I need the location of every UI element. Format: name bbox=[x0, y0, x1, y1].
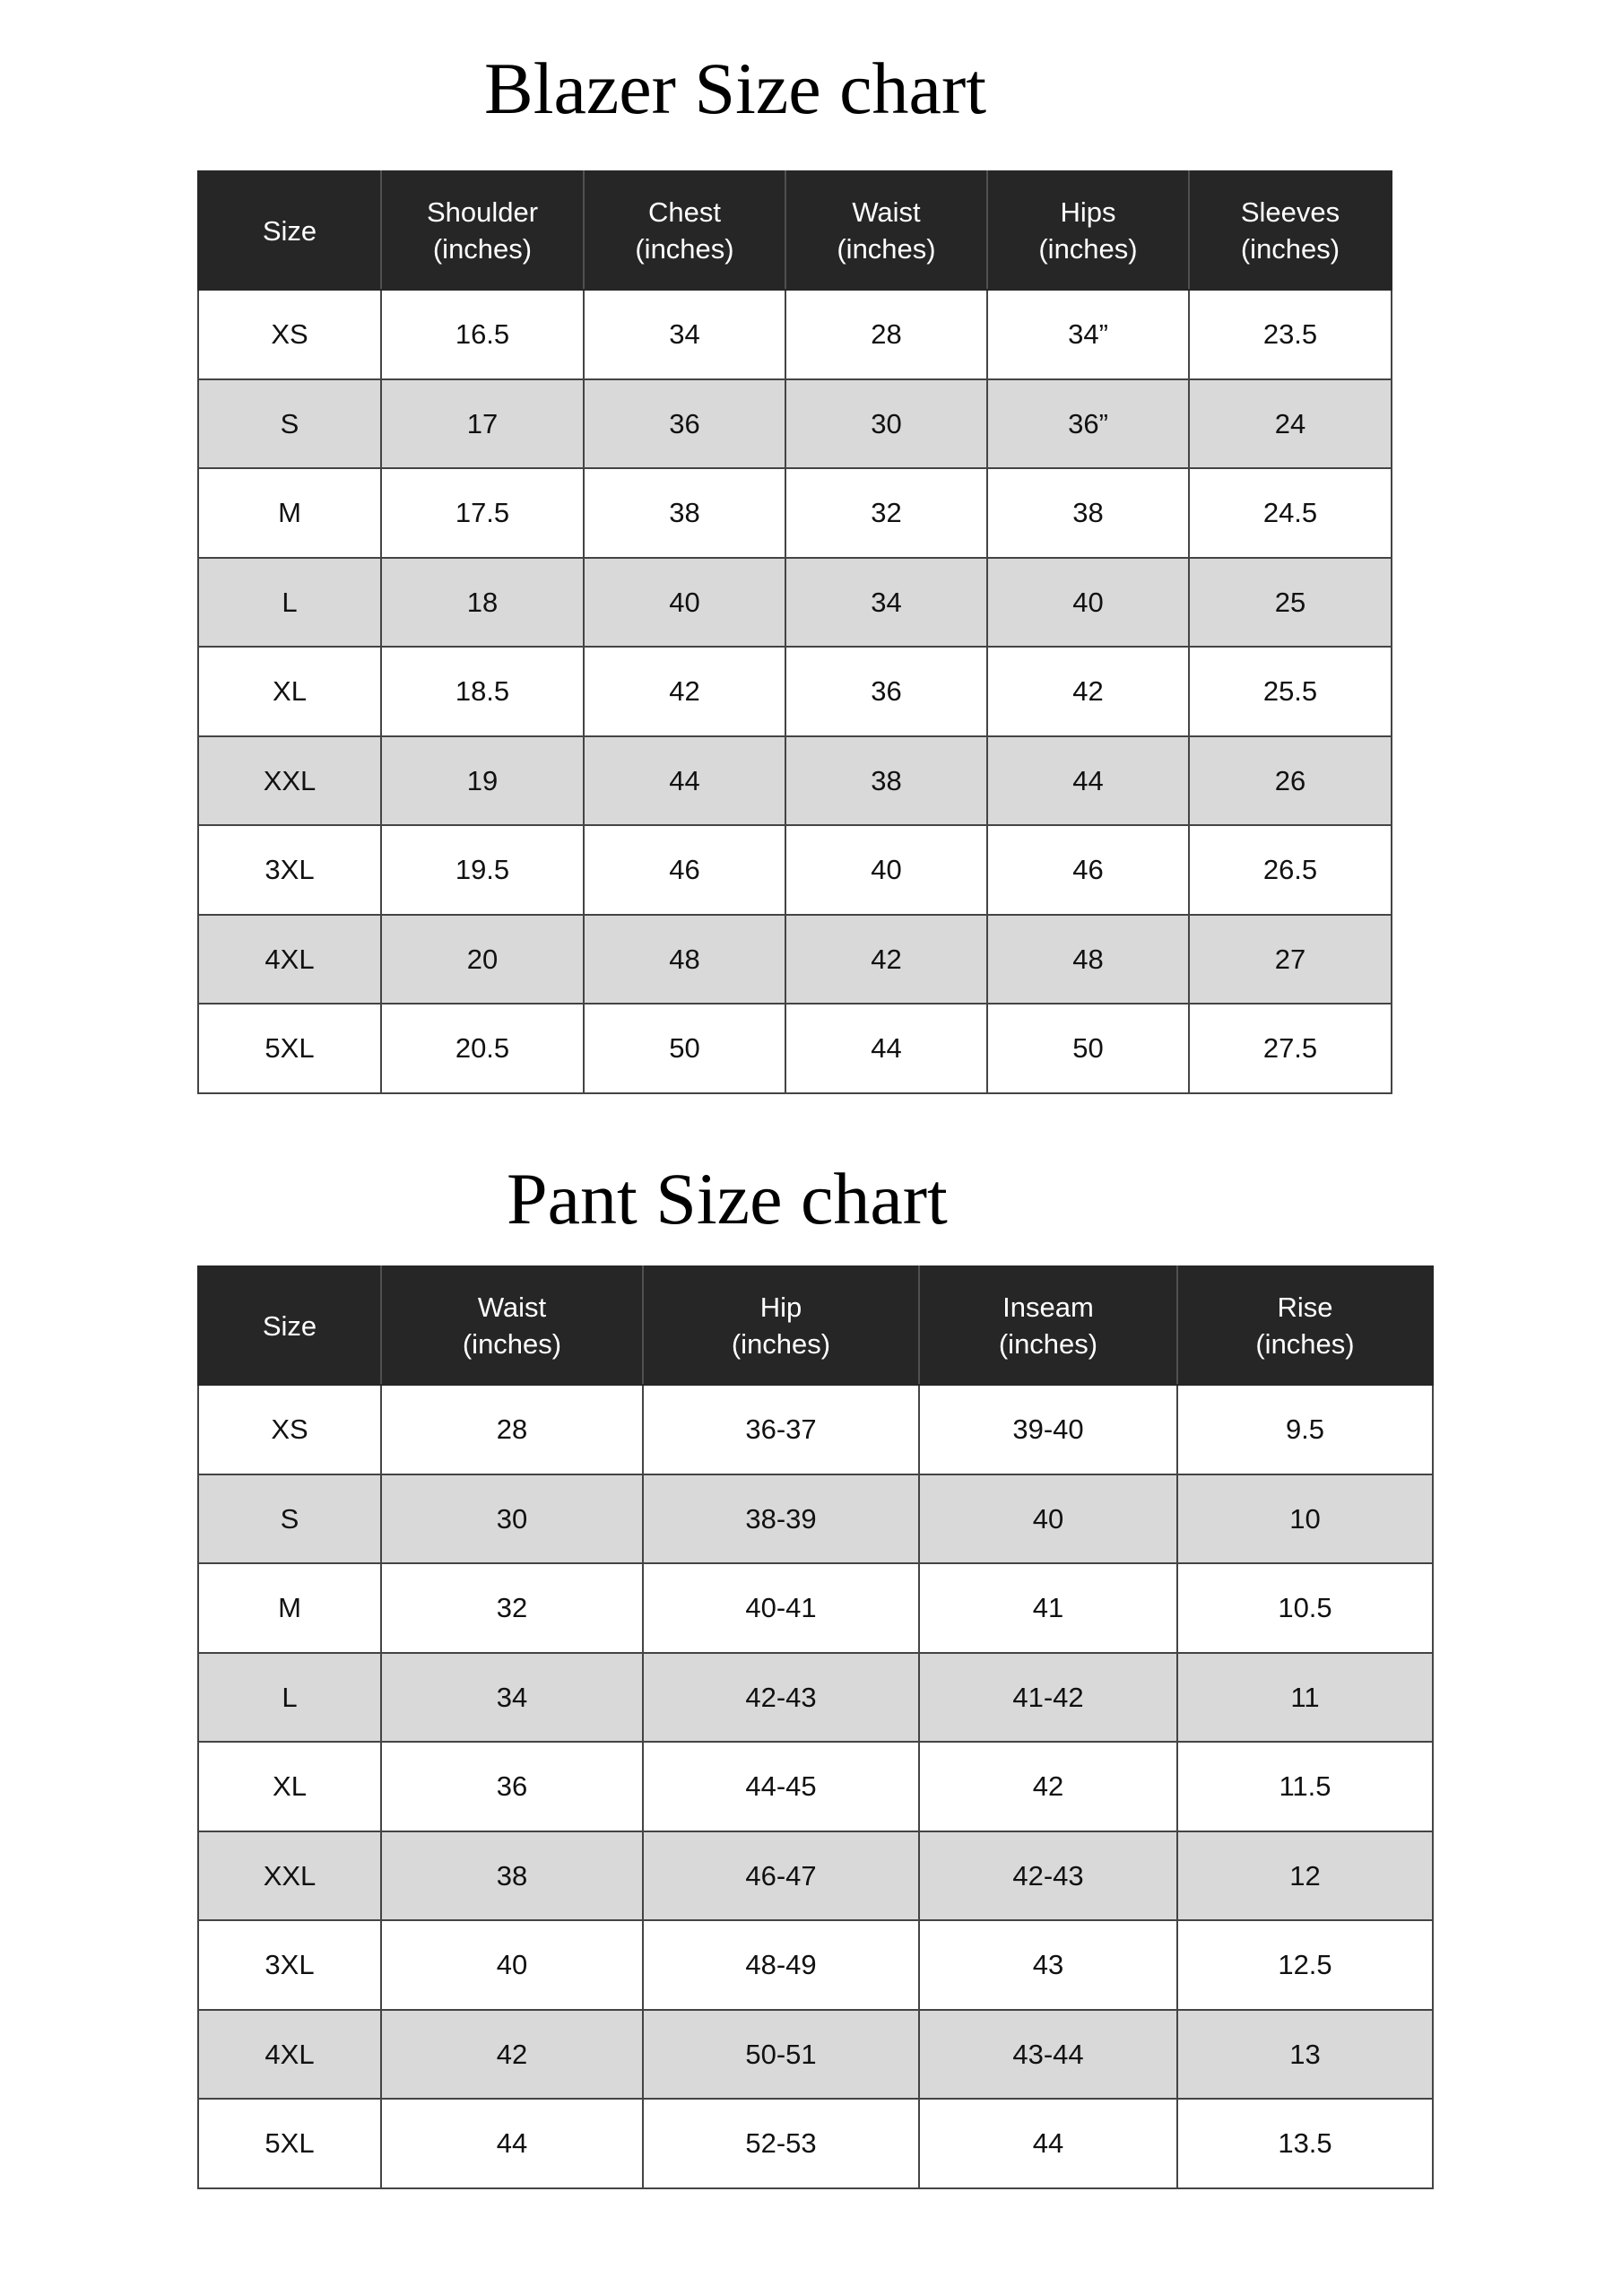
table-row bbox=[198, 647, 1392, 736]
size-cell: XL bbox=[198, 647, 381, 736]
measurement-cell: 40 bbox=[987, 558, 1189, 647]
table-row bbox=[198, 1920, 1433, 2010]
measurement-cell: 39-40 bbox=[919, 1385, 1177, 1474]
measurement-cell: 38-39 bbox=[643, 1474, 919, 1563]
column-header bbox=[381, 1266, 643, 1385]
measurement-cell: 42 bbox=[381, 2010, 643, 2099]
measurement-cell: 38 bbox=[987, 468, 1189, 558]
measurement-cell: 42 bbox=[987, 647, 1189, 736]
measurement-cell: 41 bbox=[919, 1563, 1177, 1653]
size-cell: XL bbox=[198, 1742, 381, 1831]
measurement-cell: 18.5 bbox=[381, 647, 584, 736]
measurement-cell: 38 bbox=[584, 468, 785, 558]
size-cell: L bbox=[198, 558, 381, 647]
column-header-label: Sleeves bbox=[1240, 196, 1340, 228]
size-cell: 5XL bbox=[198, 1004, 381, 1093]
column-header-label: Hips bbox=[1060, 196, 1116, 228]
measurement-cell: 25.5 bbox=[1189, 647, 1392, 736]
measurement-cell: 26.5 bbox=[1189, 825, 1392, 915]
measurement-cell: 42 bbox=[584, 647, 785, 736]
measurement-cell: 36 bbox=[785, 647, 987, 736]
measurement-cell: 16.5 bbox=[381, 290, 584, 379]
size-cell: 3XL bbox=[198, 825, 381, 915]
measurement-cell: 52-53 bbox=[643, 2099, 919, 2188]
measurement-cell: 40 bbox=[584, 558, 785, 647]
measurement-cell: 48 bbox=[987, 915, 1189, 1004]
measurement-cell: 13 bbox=[1177, 2010, 1433, 2099]
measurement-cell: 32 bbox=[785, 468, 987, 558]
measurement-cell: 36 bbox=[381, 1742, 643, 1831]
measurement-cell: 34 bbox=[381, 1653, 643, 1742]
column-header-label: Rise bbox=[1277, 1292, 1333, 1323]
table-row bbox=[198, 1742, 1433, 1831]
measurement-cell: 50-51 bbox=[643, 2010, 919, 2099]
column-header bbox=[643, 1266, 919, 1385]
column-header-unit: (inches) bbox=[1255, 1328, 1355, 1360]
measurement-cell: 26 bbox=[1189, 736, 1392, 825]
column-header-unit: (inches) bbox=[635, 233, 734, 265]
measurement-cell: 50 bbox=[987, 1004, 1189, 1093]
column-header bbox=[381, 171, 584, 290]
measurement-cell: 20 bbox=[381, 915, 584, 1004]
measurement-cell: 36 bbox=[584, 379, 785, 468]
size-cell: XXL bbox=[198, 736, 381, 825]
measurement-cell: 27.5 bbox=[1189, 1004, 1392, 1093]
measurement-cell: 24.5 bbox=[1189, 468, 1392, 558]
measurement-cell: 36-37 bbox=[643, 1385, 919, 1474]
table-row bbox=[198, 825, 1392, 915]
column-header bbox=[198, 1266, 381, 1385]
size-cell: 4XL bbox=[198, 915, 381, 1004]
measurement-cell: 42-43 bbox=[643, 1653, 919, 1742]
table-row bbox=[198, 2099, 1433, 2188]
column-header-unit: (inches) bbox=[837, 233, 936, 265]
measurement-cell: 25 bbox=[1189, 558, 1392, 647]
column-header-label: Inseam bbox=[1002, 1292, 1094, 1323]
measurement-cell: 19 bbox=[381, 736, 584, 825]
measurement-cell: 48 bbox=[584, 915, 785, 1004]
column-header bbox=[919, 1266, 1177, 1385]
pant-table-header bbox=[198, 1266, 1433, 1385]
measurement-cell: 46 bbox=[987, 825, 1189, 915]
measurement-cell: 43-44 bbox=[919, 2010, 1177, 2099]
size-cell: XS bbox=[198, 290, 381, 379]
column-header bbox=[198, 171, 381, 290]
table-row bbox=[198, 1004, 1392, 1093]
table-row bbox=[198, 1563, 1433, 1653]
measurement-cell: 13.5 bbox=[1177, 2099, 1433, 2188]
measurement-cell: 40 bbox=[381, 1920, 643, 2010]
measurement-cell: 44-45 bbox=[643, 1742, 919, 1831]
measurement-cell: 44 bbox=[919, 2099, 1177, 2188]
size-cell: 5XL bbox=[198, 2099, 381, 2188]
measurement-cell: 41-42 bbox=[919, 1653, 1177, 1742]
size-cell: XS bbox=[198, 1385, 381, 1474]
size-cell: M bbox=[198, 1563, 381, 1653]
size-cell: L bbox=[198, 1653, 381, 1742]
size-cell: M bbox=[198, 468, 381, 558]
column-header-label: Size bbox=[262, 214, 317, 247]
measurement-cell: 44 bbox=[785, 1004, 987, 1093]
column-header-unit: (inches) bbox=[432, 233, 533, 265]
measurement-cell: 36” bbox=[987, 379, 1189, 468]
measurement-cell: 43 bbox=[919, 1920, 1177, 2010]
table-row bbox=[198, 379, 1392, 468]
column-header bbox=[785, 171, 987, 290]
column-header-unit: (inches) bbox=[731, 1328, 831, 1360]
column-header bbox=[987, 171, 1189, 290]
column-header-label: Waist bbox=[477, 1292, 547, 1323]
measurement-cell: 17 bbox=[381, 379, 584, 468]
column-header-unit: (inches) bbox=[1240, 233, 1340, 265]
blazer-table-body bbox=[198, 290, 1392, 1093]
measurement-cell: 23.5 bbox=[1189, 290, 1392, 379]
measurement-cell: 46-47 bbox=[643, 1831, 919, 1920]
measurement-cell: 10.5 bbox=[1177, 1563, 1433, 1653]
measurement-cell: 11.5 bbox=[1177, 1742, 1433, 1831]
size-cell: S bbox=[198, 1474, 381, 1563]
measurement-cell: 40-41 bbox=[643, 1563, 919, 1653]
column-header-label: Hip bbox=[759, 1292, 802, 1323]
table-row bbox=[198, 1474, 1433, 1563]
measurement-cell: 19.5 bbox=[381, 825, 584, 915]
measurement-cell: 50 bbox=[584, 1004, 785, 1093]
column-header bbox=[584, 171, 785, 290]
measurement-cell: 11 bbox=[1177, 1653, 1433, 1742]
table-row bbox=[198, 1653, 1433, 1742]
column-header bbox=[1177, 1266, 1433, 1385]
measurement-cell: 27 bbox=[1189, 915, 1392, 1004]
pant-table-body bbox=[198, 1385, 1433, 2188]
measurement-cell: 28 bbox=[785, 290, 987, 379]
measurement-cell: 38 bbox=[381, 1831, 643, 1920]
measurement-cell: 44 bbox=[584, 736, 785, 825]
column-header-unit: (inches) bbox=[1038, 233, 1138, 265]
table-row bbox=[198, 558, 1392, 647]
pant-size-chart-title: Pant Size chart bbox=[507, 1158, 948, 1239]
column-header-unit: (inches) bbox=[462, 1328, 562, 1360]
measurement-cell: 24 bbox=[1189, 379, 1392, 468]
measurement-cell: 44 bbox=[987, 736, 1189, 825]
column-header-label: Chest bbox=[648, 196, 721, 228]
table-row bbox=[198, 1385, 1433, 1474]
measurement-cell: 20.5 bbox=[381, 1004, 584, 1093]
blazer-size-chart-title: Blazer Size chart bbox=[484, 48, 987, 129]
measurement-cell: 12 bbox=[1177, 1831, 1433, 1920]
measurement-cell: 34 bbox=[584, 290, 785, 379]
table-row bbox=[198, 736, 1392, 825]
blazer-table-header bbox=[198, 171, 1392, 290]
column-header bbox=[1189, 171, 1392, 290]
blazer-header-row bbox=[198, 171, 1392, 290]
table-row bbox=[198, 468, 1392, 558]
measurement-cell: 42 bbox=[919, 1742, 1177, 1831]
measurement-cell: 17.5 bbox=[381, 468, 584, 558]
measurement-cell: 44 bbox=[381, 2099, 643, 2188]
table-row bbox=[198, 1831, 1433, 1920]
measurement-cell: 40 bbox=[919, 1474, 1177, 1563]
column-header-unit: (inches) bbox=[998, 1328, 1098, 1360]
blazer-size-table bbox=[197, 170, 1392, 1094]
measurement-cell: 48-49 bbox=[643, 1920, 919, 2010]
measurement-cell: 38 bbox=[785, 736, 987, 825]
measurement-cell: 18 bbox=[381, 558, 584, 647]
size-cell: 3XL bbox=[198, 1920, 381, 2010]
measurement-cell: 30 bbox=[381, 1474, 643, 1563]
measurement-cell: 34 bbox=[785, 558, 987, 647]
measurement-cell: 28 bbox=[381, 1385, 643, 1474]
measurement-cell: 12.5 bbox=[1177, 1920, 1433, 2010]
table-row bbox=[198, 290, 1392, 379]
measurement-cell: 42 bbox=[785, 915, 987, 1004]
measurement-cell: 42-43 bbox=[919, 1831, 1177, 1920]
column-header-label: Size bbox=[262, 1309, 317, 1342]
measurement-cell: 46 bbox=[584, 825, 785, 915]
measurement-cell: 9.5 bbox=[1177, 1385, 1433, 1474]
measurement-cell: 10 bbox=[1177, 1474, 1433, 1563]
measurement-cell: 40 bbox=[785, 825, 987, 915]
size-cell: 4XL bbox=[198, 2010, 381, 2099]
size-cell: XXL bbox=[198, 1831, 381, 1920]
measurement-cell: 34” bbox=[987, 290, 1189, 379]
column-header-label: Waist bbox=[852, 196, 921, 228]
table-row bbox=[198, 915, 1392, 1004]
column-header-label: Shoulder bbox=[426, 196, 539, 228]
measurement-cell: 30 bbox=[785, 379, 987, 468]
table-row bbox=[198, 2010, 1433, 2099]
size-cell: S bbox=[198, 379, 381, 468]
pant-header-row bbox=[198, 1266, 1433, 1385]
pant-size-table bbox=[197, 1265, 1434, 2189]
measurement-cell: 32 bbox=[381, 1563, 643, 1653]
